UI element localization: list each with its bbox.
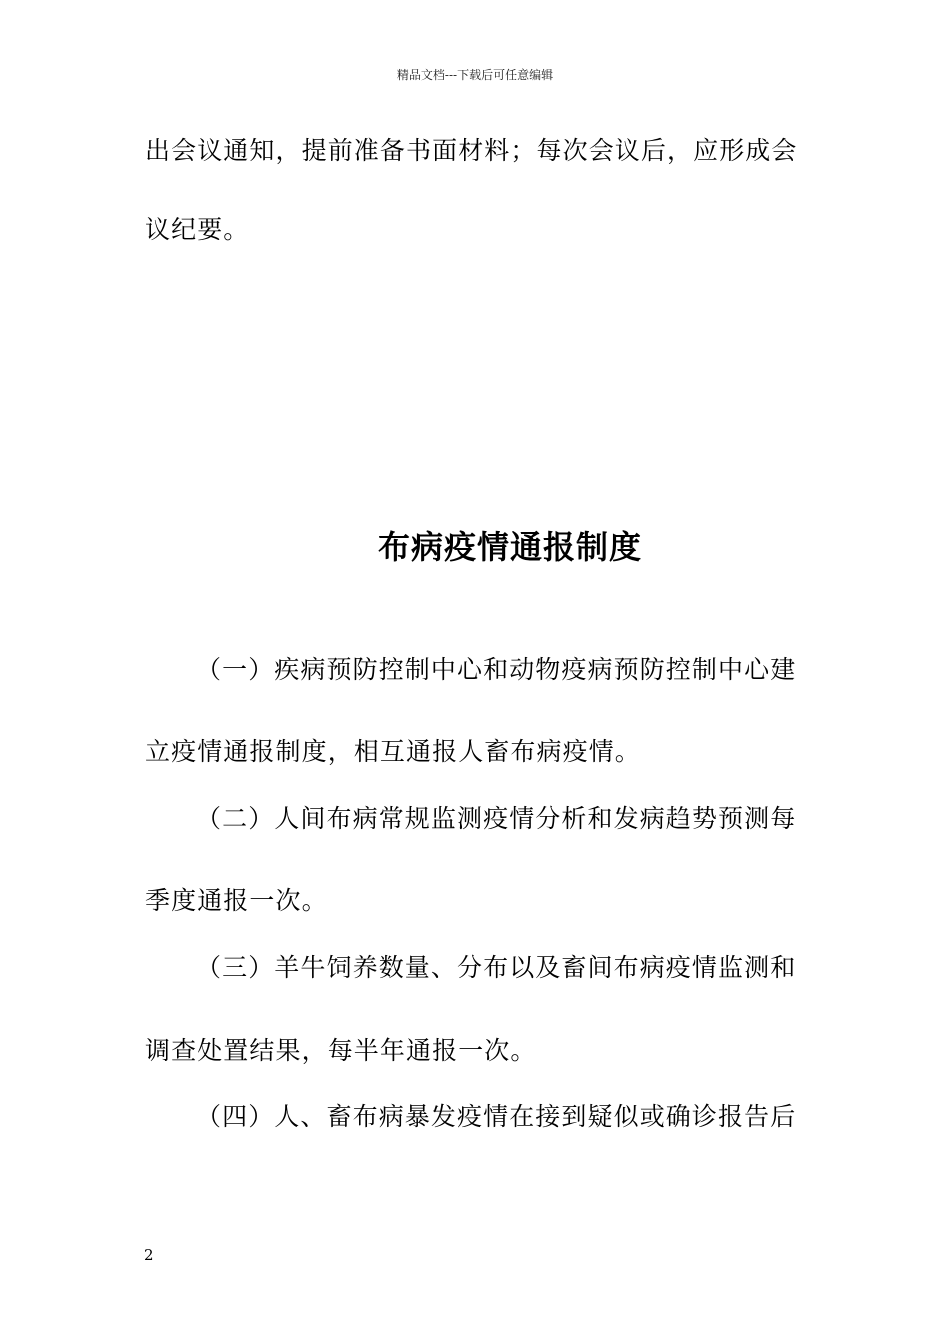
paragraph-3-line-1: （三）羊牛饲养数量、分布以及畜间布病疫情监测和 bbox=[196, 953, 797, 982]
continuation-line-2: 议纪要。 bbox=[145, 215, 250, 244]
paragraph-2-line-1: （二）人间布病常规监测疫情分析和发病趋势预测每 bbox=[196, 804, 797, 833]
paragraph-1-line-1: （一）疾病预防控制中心和动物疫病预防控制中心建 bbox=[196, 655, 797, 684]
paragraph-4-line-1: （四）人、畜布病暴发疫情在接到疑似或确诊报告后 bbox=[196, 1102, 797, 1131]
paragraph-3-line-2: 调查处置结果，每半年通报一次。 bbox=[145, 1036, 537, 1065]
page-number: 2 bbox=[144, 1246, 154, 1264]
continuation-line-1: 出会议通知，提前准备书面材料；每次会议后，应形成会 bbox=[145, 136, 798, 165]
paragraph-1-line-2: 立疫情通报制度，相互通报人畜布病疫情。 bbox=[145, 737, 641, 766]
page-header: 精品文档---下载后可任意编辑 bbox=[396, 68, 554, 82]
paragraph-2-line-2: 季度通报一次。 bbox=[145, 886, 328, 915]
document-title: 布病疫情通报制度 bbox=[377, 528, 642, 566]
